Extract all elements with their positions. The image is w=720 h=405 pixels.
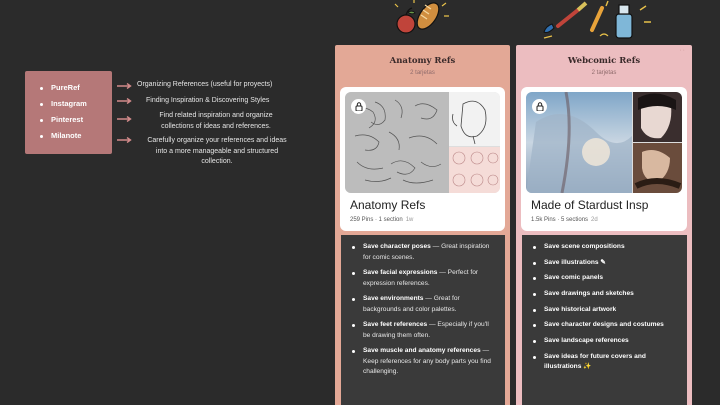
list-item: Save illustrations ✎: [530, 258, 679, 269]
pin-count: 1.5k Pins · 5 sections: [531, 217, 589, 223]
list-item: Save comic panels: [530, 273, 679, 284]
tool-item-pinterest: Pinterest: [40, 112, 112, 128]
pinterest-board-card[interactable]: [340, 87, 505, 231]
list-item: Save character poses — Great inspiration for comic scenes.: [349, 242, 497, 263]
list-item: Save feet references — Especially if you'll be drawing them often.: [349, 320, 497, 341]
updated-ago: 2d: [591, 217, 598, 223]
description-pinterest: Find related inspiration and organize collections of ideas and references.: [159, 112, 273, 130]
board-header: [516, 45, 692, 83]
list-item: Save character designs and costumes: [530, 320, 679, 331]
list-item: Save ideas for future covers and illustrations ✨: [530, 352, 679, 373]
tool-item-milanote: Milanote: [40, 128, 112, 144]
anatomy-tips-list: [341, 235, 505, 405]
pin-count: 259 Pins · 1 section: [350, 217, 403, 223]
board-title: Webcomic Refs: [567, 56, 641, 66]
arrow-right-icon: [117, 83, 133, 89]
card-title: Made of Stardust Insp: [531, 198, 649, 212]
arrow-right-icon: [117, 116, 133, 122]
more-options-icon[interactable]: ··: [679, 47, 686, 54]
board-header: [335, 45, 510, 83]
list-item: Save drawings and sketches: [530, 289, 679, 300]
card-title: Anatomy Refs: [350, 198, 426, 212]
tools-list-box: [25, 71, 112, 154]
tool-item-pureref: PureRef: [40, 80, 112, 96]
board-cover-image: [345, 92, 500, 193]
pinterest-board-card[interactable]: [521, 87, 687, 231]
list-item: Save environments — Great for backgrounds and color palettes.: [349, 294, 497, 315]
board-title: Anatomy Refs: [389, 56, 456, 66]
arrow-right-icon: [117, 98, 133, 104]
board-cover-image: [526, 92, 682, 193]
card-meta: [531, 217, 598, 223]
tool-item-instagram: Instagram: [40, 96, 112, 112]
lock-icon: [351, 99, 366, 114]
description-pureref: Organizing References (useful for proyects): [137, 81, 273, 88]
list-item: Save scene compositions: [530, 242, 679, 253]
food-doodle-icon: [392, 0, 452, 40]
lock-icon: [532, 99, 547, 114]
description-instagram: Finding Inspiration & Discovering Styles: [146, 97, 270, 104]
updated-ago: 1w: [405, 217, 414, 223]
arrow-right-icon: [117, 137, 133, 143]
list-item: Save landscape references: [530, 336, 679, 347]
board-webcomic-refs[interactable]: [516, 45, 692, 405]
list-item: Save historical artwork: [530, 305, 679, 316]
webcomic-tips-list: [522, 235, 687, 405]
description-milanote: Carefully organize your references and ideas into a more manageable and structured collection.: [147, 137, 287, 165]
board-anatomy-refs[interactable]: [335, 45, 510, 405]
card-meta: [350, 217, 413, 223]
board-subtitle: 2 tarjetas: [410, 70, 435, 76]
art-supplies-doodle-icon: [540, 0, 655, 44]
list-item: Save muscle and anatomy references — Keep references for any body parts you find challenging.: [349, 346, 497, 378]
list-item: Save facial expressions — Perfect for expression references.: [349, 268, 497, 289]
board-subtitle: 2 tarjetas: [591, 70, 617, 76]
